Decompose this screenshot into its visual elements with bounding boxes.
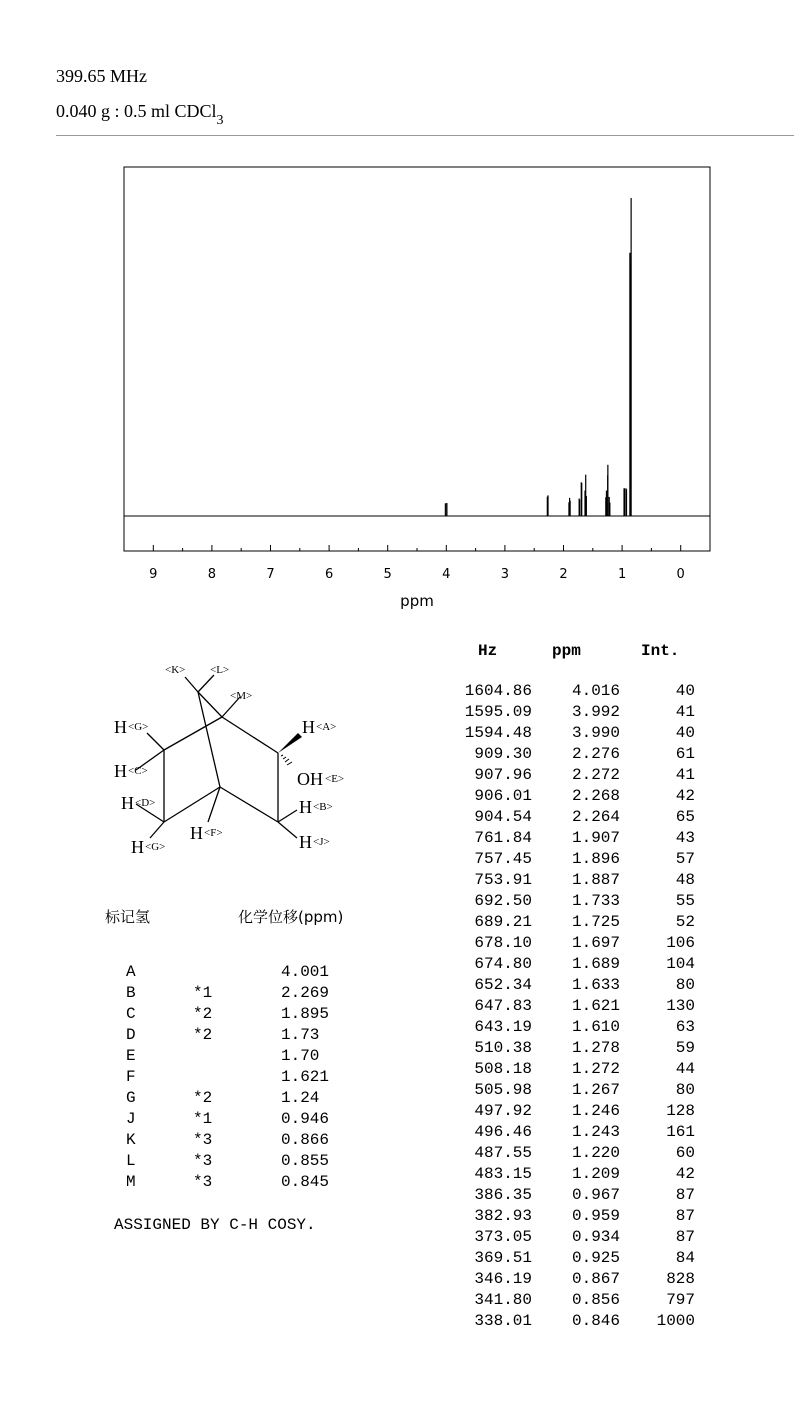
label-C: <C> bbox=[128, 765, 148, 777]
peak-hz: 904.54 bbox=[474, 808, 532, 826]
x-tick-label-8: 1 bbox=[617, 567, 627, 582]
peak-ppm: 4.016 bbox=[571, 682, 620, 700]
x-tick-label-9: 0 bbox=[676, 567, 685, 582]
assignment-proton: D bbox=[126, 1026, 136, 1044]
label-G-top: <G> bbox=[128, 721, 149, 733]
peak-ppm: 1.272 bbox=[571, 1060, 620, 1078]
peak-ppm: 0.959 bbox=[571, 1207, 620, 1225]
peak-ppm: 2.272 bbox=[571, 766, 620, 784]
peak-hz: 369.51 bbox=[474, 1249, 532, 1267]
peak-intensity: 87 bbox=[675, 1207, 695, 1225]
label-E: <E> bbox=[325, 773, 345, 785]
peak-hz: 510.38 bbox=[474, 1039, 532, 1057]
peak-hz: 487.55 bbox=[474, 1144, 532, 1162]
assignment-group: *1 bbox=[193, 984, 213, 1002]
peak-intensity: 52 bbox=[675, 913, 695, 931]
peak-ppm: 1.907 bbox=[571, 829, 620, 847]
peak-intensity: 1000 bbox=[656, 1312, 695, 1330]
peak-intensity: 44 bbox=[675, 1060, 695, 1078]
peak-hz: 753.91 bbox=[474, 871, 532, 889]
peak-ppm: 1.209 bbox=[571, 1165, 620, 1183]
assignment-shift: 1.895 bbox=[281, 1005, 330, 1023]
peak-intensity: 130 bbox=[666, 997, 695, 1015]
peak-intensity: 41 bbox=[675, 703, 695, 721]
peak-ppm: 0.846 bbox=[571, 1312, 620, 1330]
peak-hz: 483.15 bbox=[474, 1165, 532, 1183]
peak-hz: 1595.09 bbox=[464, 703, 532, 721]
assignment-shift: 1.24 bbox=[281, 1089, 320, 1107]
assignment-shift: 0.866 bbox=[281, 1131, 330, 1149]
x-tick-label-2: 7 bbox=[266, 567, 275, 582]
peak-hz: 386.35 bbox=[474, 1186, 532, 1204]
peak-intensity: 80 bbox=[675, 1081, 695, 1099]
peak-hz: 678.10 bbox=[474, 934, 532, 952]
peak-ppm: 0.856 bbox=[571, 1291, 620, 1309]
peak-ppm: 1.220 bbox=[571, 1144, 620, 1162]
peak-intensity: 161 bbox=[666, 1123, 695, 1141]
label-J: <J> bbox=[313, 836, 330, 848]
x-tick-label-1: 8 bbox=[207, 567, 217, 582]
assignment-shift: 1.73 bbox=[281, 1026, 320, 1044]
assignment-group: *2 bbox=[193, 1026, 213, 1044]
assignment-note: ASSIGNED BY C-H COSY. bbox=[114, 1216, 316, 1234]
peak-hz: 757.45 bbox=[474, 850, 532, 868]
peak-intensity: 828 bbox=[666, 1270, 695, 1288]
peak-ppm: 0.967 bbox=[571, 1186, 620, 1204]
peak-ppm: 1.278 bbox=[571, 1039, 620, 1057]
peak-intensity: 106 bbox=[666, 934, 695, 952]
peak-hz: 909.30 bbox=[474, 745, 532, 763]
peak-ppm: 1.896 bbox=[571, 850, 620, 868]
nmr-spectrum-chart bbox=[0, 0, 794, 620]
assignment-proton: B bbox=[126, 984, 136, 1002]
label-A: <A> bbox=[316, 721, 337, 733]
peak-ppm: 1.267 bbox=[571, 1081, 620, 1099]
peak-ppm: 1.621 bbox=[571, 997, 620, 1015]
peak-intensity: 59 bbox=[675, 1039, 695, 1057]
assignment-shift: 0.946 bbox=[281, 1110, 330, 1128]
assignment-shift: 1.70 bbox=[281, 1047, 320, 1065]
peak-ppm: 1.246 bbox=[571, 1102, 620, 1120]
peak-intensity: 43 bbox=[675, 829, 695, 847]
assignment-proton: K bbox=[126, 1131, 136, 1149]
assignment-proton: J bbox=[126, 1110, 136, 1128]
peak-hz: 496.46 bbox=[474, 1123, 532, 1141]
assignment-col-label: 标记氢 bbox=[105, 908, 151, 926]
peak-hz: 652.34 bbox=[474, 976, 532, 994]
peak-hz: 338.01 bbox=[474, 1312, 532, 1330]
assignment-col-shift: 化学位移(ppm) bbox=[238, 908, 344, 926]
x-tick-label-5: 4 bbox=[442, 567, 451, 582]
peak-intensity: 84 bbox=[675, 1249, 695, 1267]
peak-intensity: 65 bbox=[675, 808, 695, 826]
sample-prefix: 0.040 g : 0.5 ml CDCl bbox=[56, 101, 217, 121]
assignment-proton: A bbox=[126, 963, 136, 981]
peak-intensity: 48 bbox=[675, 871, 695, 889]
peak-intensity: 60 bbox=[675, 1144, 695, 1162]
label-G-bottom: <G> bbox=[145, 841, 166, 853]
peak-hz: 674.80 bbox=[474, 955, 532, 973]
assignment-group: *3 bbox=[193, 1152, 213, 1170]
assignment-group: *2 bbox=[193, 1005, 213, 1023]
peak-ppm: 0.867 bbox=[571, 1270, 620, 1288]
assignment-group: *2 bbox=[193, 1089, 213, 1107]
peak-intensity: 40 bbox=[675, 724, 695, 742]
assignment-proton: M bbox=[126, 1173, 136, 1191]
peak-hz: 508.18 bbox=[474, 1060, 532, 1078]
peak-hz: 692.50 bbox=[474, 892, 532, 910]
label-D: <D> bbox=[135, 797, 156, 809]
atom-H-D: H bbox=[121, 793, 134, 813]
assignment-proton: L bbox=[126, 1152, 136, 1170]
assignment-proton: E bbox=[126, 1047, 136, 1065]
peak-ppm: 1.725 bbox=[571, 913, 620, 931]
peak-ppm: 1.689 bbox=[571, 955, 620, 973]
peak-hz: 341.80 bbox=[474, 1291, 532, 1309]
peak-ppm: 2.268 bbox=[571, 787, 620, 805]
peak-intensity: 797 bbox=[666, 1291, 695, 1309]
peak-ppm: 1.697 bbox=[571, 934, 620, 952]
sample-subscript: 3 bbox=[216, 113, 224, 128]
peak-intensity: 42 bbox=[675, 1165, 695, 1183]
peak-hz: 906.01 bbox=[474, 787, 532, 805]
atom-H-F: H bbox=[190, 823, 203, 843]
x-axis-label: ppm bbox=[400, 592, 434, 610]
peak-intensity: 63 bbox=[675, 1018, 695, 1036]
label-L: <L> bbox=[210, 664, 230, 676]
label-B: <B> bbox=[313, 801, 333, 813]
peak-hz: 373.05 bbox=[474, 1228, 532, 1246]
assignment-shift: 4.001 bbox=[281, 963, 330, 981]
peak-ppm: 0.925 bbox=[571, 1249, 620, 1267]
peak-intensity: 55 bbox=[675, 892, 695, 910]
peak-hz: 346.19 bbox=[474, 1270, 532, 1288]
peak-layer bbox=[124, 198, 710, 516]
peak-hz: 382.93 bbox=[474, 1207, 532, 1225]
peak-ppm: 3.990 bbox=[571, 724, 620, 742]
peak-intensity: 61 bbox=[675, 745, 695, 763]
peak-intensity: 40 bbox=[675, 682, 695, 700]
peak-hz: 1594.48 bbox=[464, 724, 532, 742]
peak-intensity: 57 bbox=[675, 850, 695, 868]
assignment-proton: F bbox=[126, 1068, 136, 1086]
peak-table-header-int: Int. bbox=[641, 642, 680, 660]
assignment-group: *3 bbox=[193, 1173, 213, 1191]
plot-frame bbox=[124, 167, 710, 551]
peak-hz: 643.19 bbox=[474, 1018, 532, 1036]
peak-intensity: 104 bbox=[666, 955, 695, 973]
peak-hz: 1604.86 bbox=[464, 682, 532, 700]
peak-hz: 761.84 bbox=[474, 829, 532, 847]
peak-hz: 907.96 bbox=[474, 766, 532, 784]
peak-intensity: 41 bbox=[675, 766, 695, 784]
atom-OH: OH bbox=[297, 769, 323, 789]
peak-ppm: 2.276 bbox=[571, 745, 620, 763]
atom-H-G-bottom: H bbox=[131, 837, 144, 855]
x-tick-label-7: 2 bbox=[559, 567, 568, 582]
assignment-shift: 0.855 bbox=[281, 1152, 330, 1170]
molecular-structure bbox=[100, 655, 370, 855]
label-M: <M> bbox=[230, 690, 253, 702]
spectrometer-frequency: 399.65 MHz bbox=[56, 66, 147, 86]
peak-ppm: 1.633 bbox=[571, 976, 620, 994]
peak-table-header-ppm: ppm bbox=[552, 642, 581, 660]
peak-ppm: 1.610 bbox=[571, 1018, 620, 1036]
peak-hz: 505.98 bbox=[474, 1081, 532, 1099]
peak-intensity: 128 bbox=[666, 1102, 695, 1120]
x-tick-label-0: 9 bbox=[149, 567, 158, 582]
peak-ppm: 1.733 bbox=[571, 892, 620, 910]
x-tick-label-4: 5 bbox=[383, 567, 392, 582]
assignment-shift: 2.269 bbox=[281, 984, 330, 1002]
x-tick-label-6: 3 bbox=[500, 567, 510, 582]
peak-intensity: 87 bbox=[675, 1186, 695, 1204]
peak-intensity: 42 bbox=[675, 787, 695, 805]
peak-ppm: 2.264 bbox=[571, 808, 620, 826]
assignment-shift: 1.621 bbox=[281, 1068, 330, 1086]
assignment-group: *3 bbox=[193, 1131, 213, 1149]
peak-ppm: 1.887 bbox=[571, 871, 620, 889]
peak-hz: 689.21 bbox=[474, 913, 532, 931]
assignment-group: *1 bbox=[193, 1110, 213, 1128]
peak-hz: 497.92 bbox=[474, 1102, 532, 1120]
x-tick-label-3: 6 bbox=[324, 567, 334, 582]
assignment-proton: G bbox=[126, 1089, 136, 1107]
assignment-proton: C bbox=[126, 1005, 136, 1023]
assignment-shift: 0.845 bbox=[281, 1173, 330, 1191]
peak-ppm: 1.243 bbox=[571, 1123, 620, 1141]
peak-ppm: 3.992 bbox=[571, 703, 620, 721]
label-K: <K> bbox=[165, 664, 186, 676]
atom-H-J: H bbox=[299, 832, 312, 852]
peak-intensity: 80 bbox=[675, 976, 695, 994]
peak-ppm: 0.934 bbox=[571, 1228, 620, 1246]
atom-H-B: H bbox=[299, 797, 312, 817]
peak-hz: 647.83 bbox=[474, 997, 532, 1015]
atom-H-A: H bbox=[302, 717, 315, 737]
label-F: <F> bbox=[204, 827, 223, 839]
atom-H-C: H bbox=[114, 761, 127, 781]
peak-intensity: 87 bbox=[675, 1228, 695, 1246]
atom-H-G-top: H bbox=[114, 717, 127, 737]
peak-table-header-hz: Hz bbox=[478, 642, 498, 660]
